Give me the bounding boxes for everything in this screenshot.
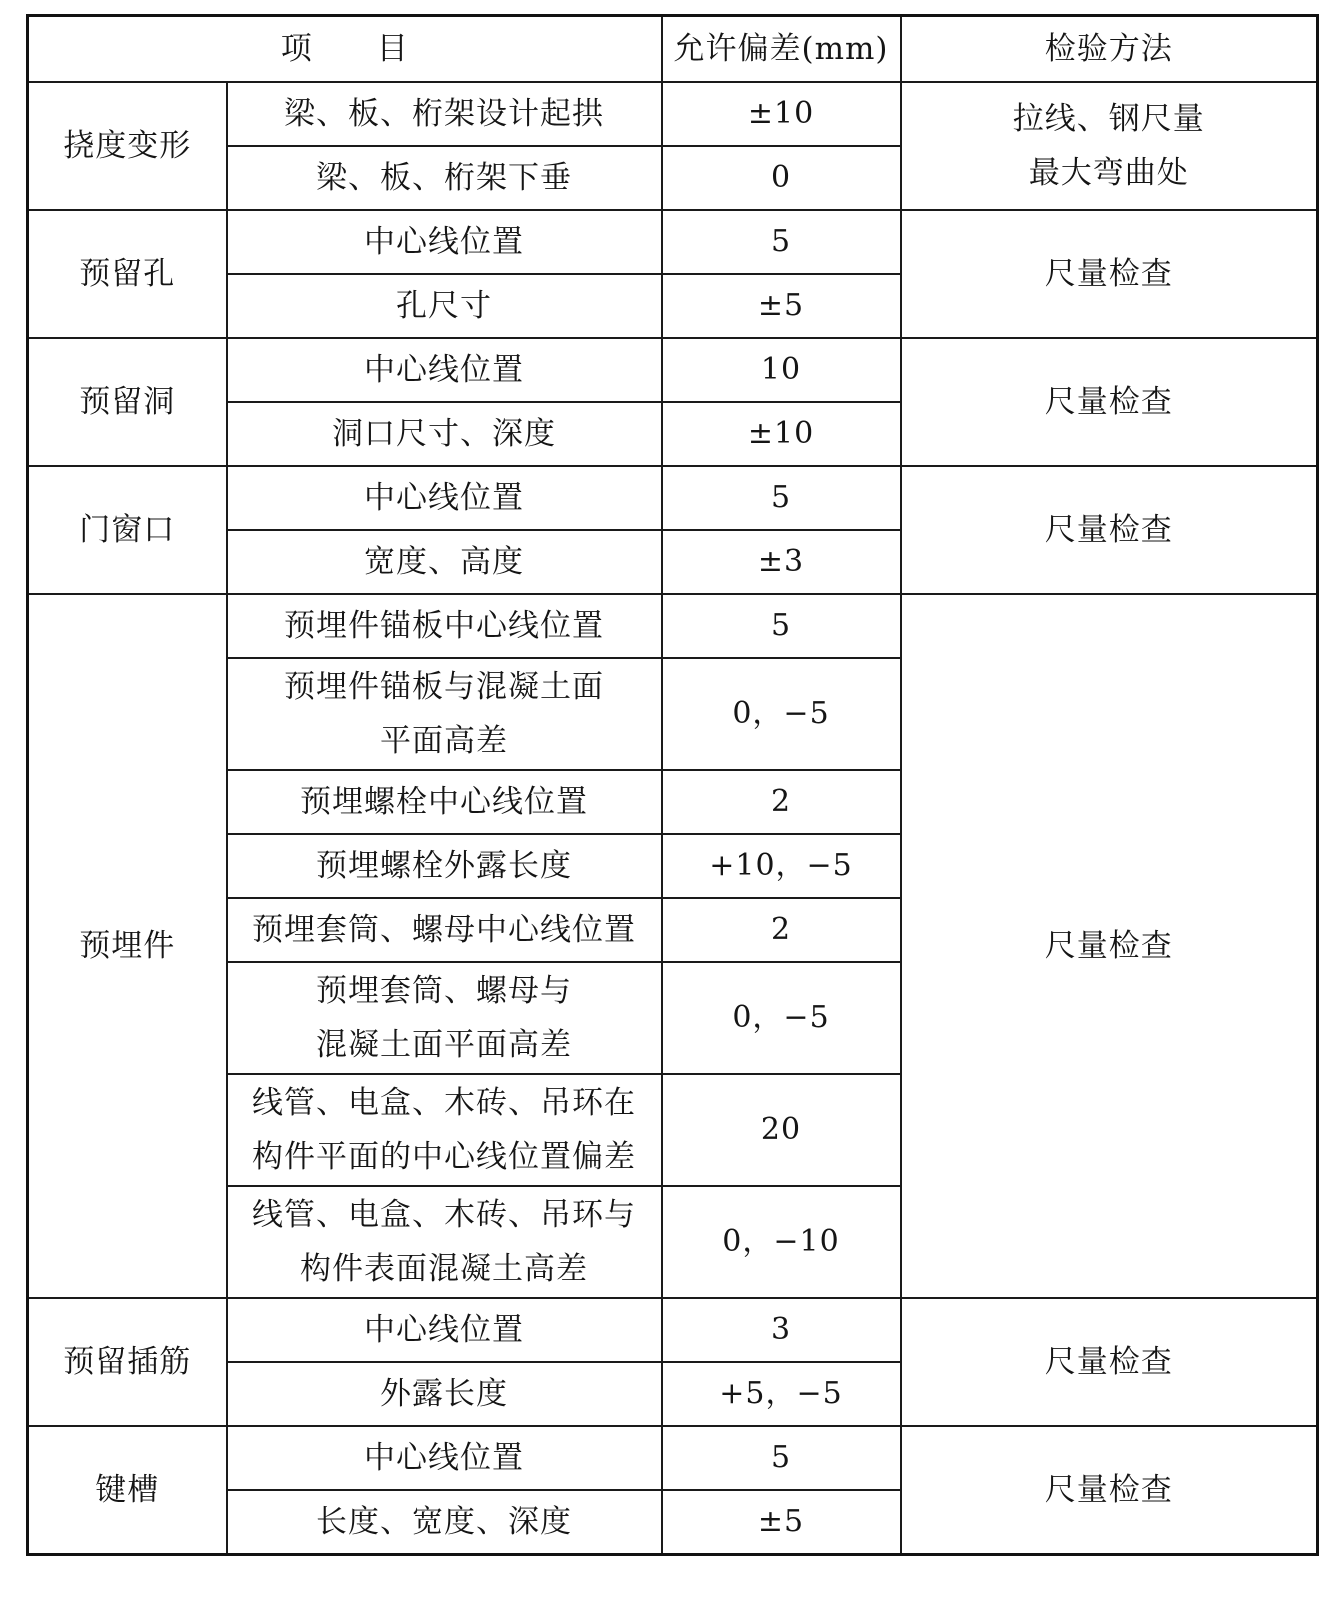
method-cell: 尺量检查	[901, 594, 1318, 1298]
method-cell: 尺量检查	[901, 210, 1318, 338]
tolerance-cell: +10，−5	[662, 834, 901, 898]
method-cell: 尺量检查	[901, 1426, 1318, 1555]
tolerance-cell: ±5	[662, 274, 901, 338]
group-name-cell: 预留洞	[28, 338, 227, 466]
method-cell: 尺量检查	[901, 1298, 1318, 1426]
tolerance-cell: 5	[662, 210, 901, 274]
tolerance-cell: 2	[662, 770, 901, 834]
group-name-cell: 预留插筋	[28, 1298, 227, 1426]
item-cell: 预埋螺栓外露长度	[227, 834, 662, 898]
item-cell: 预埋螺栓中心线位置	[227, 770, 662, 834]
item-cell: 预埋件锚板中心线位置	[227, 594, 662, 658]
table-row	[28, 594, 1318, 658]
tolerance-cell: 2	[662, 898, 901, 962]
table-row	[28, 466, 1318, 530]
group-name-cell: 预留孔	[28, 210, 227, 338]
tolerance-cell: 5	[662, 466, 901, 530]
method-cell: 尺量检查	[901, 338, 1318, 466]
item-cell: 预埋套筒、螺母中心线位置	[227, 898, 662, 962]
item-cell: 梁、板、桁架下垂	[227, 146, 662, 210]
item-cell: 中心线位置	[227, 466, 662, 530]
group-name-cell: 键槽	[28, 1426, 227, 1555]
header-item: 项 目	[28, 16, 662, 83]
tolerance-cell: 0，−5	[662, 962, 901, 1074]
header-method: 检验方法	[901, 16, 1318, 83]
tolerance-cell: ±5	[662, 1490, 901, 1555]
item-cell: 线管、电盒、木砖、吊环在 构件平面的中心线位置偏差	[227, 1074, 662, 1186]
table-row	[28, 82, 1318, 146]
item-cell: 外露长度	[227, 1362, 662, 1426]
table-body	[28, 82, 1318, 1555]
tolerance-cell: ±3	[662, 530, 901, 594]
table-row	[28, 1426, 1318, 1490]
tolerance-cell: ±10	[662, 82, 901, 146]
header-tolerance: 允许偏差(mm)	[662, 16, 901, 83]
method-cell: 尺量检查	[901, 466, 1318, 594]
item-cell: 梁、板、桁架设计起拱	[227, 82, 662, 146]
table-row	[28, 1298, 1318, 1362]
group-name-cell: 挠度变形	[28, 82, 227, 210]
item-cell: 洞口尺寸、深度	[227, 402, 662, 466]
item-cell: 中心线位置	[227, 338, 662, 402]
method-cell: 拉线、钢尺量 最大弯曲处	[901, 82, 1318, 210]
table-row	[28, 338, 1318, 402]
tolerance-cell: 0，−5	[662, 658, 901, 770]
item-cell: 预埋套筒、螺母与 混凝土面平面高差	[227, 962, 662, 1074]
tolerance-table	[26, 14, 1319, 1556]
tolerance-cell: +5，−5	[662, 1362, 901, 1426]
tolerance-cell: 20	[662, 1074, 901, 1186]
group-name-cell: 预埋件	[28, 594, 227, 1298]
group-name-cell: 门窗口	[28, 466, 227, 594]
item-cell: 长度、宽度、深度	[227, 1490, 662, 1555]
tolerance-cell: 0，−10	[662, 1186, 901, 1298]
table-row	[28, 210, 1318, 274]
item-cell: 孔尺寸	[227, 274, 662, 338]
item-cell: 预埋件锚板与混凝土面 平面高差	[227, 658, 662, 770]
tolerance-cell: 3	[662, 1298, 901, 1362]
tolerance-cell: ±10	[662, 402, 901, 466]
item-cell: 中心线位置	[227, 1426, 662, 1490]
tolerance-cell: 5	[662, 1426, 901, 1490]
item-cell: 线管、电盒、木砖、吊环与 构件表面混凝土高差	[227, 1186, 662, 1298]
tolerance-cell: 10	[662, 338, 901, 402]
item-cell: 宽度、高度	[227, 530, 662, 594]
tolerance-cell: 5	[662, 594, 901, 658]
item-cell: 中心线位置	[227, 210, 662, 274]
header-row	[28, 16, 1318, 83]
tolerance-cell: 0	[662, 146, 901, 210]
tolerance-table-sheet	[26, 14, 1316, 1556]
item-cell: 中心线位置	[227, 1298, 662, 1362]
